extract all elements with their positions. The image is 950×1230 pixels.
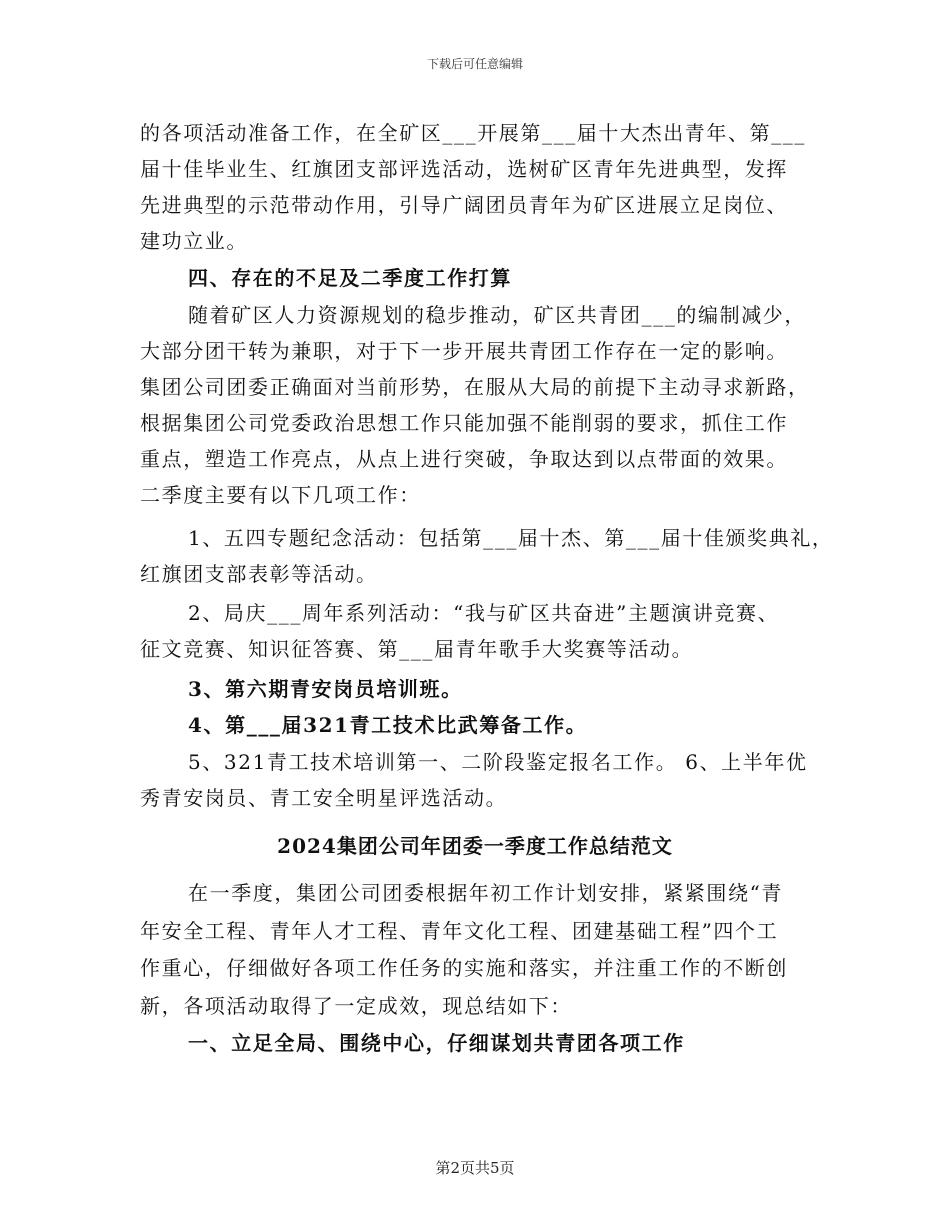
paragraph-line: 届十佳毕业生、红旗团支部评选活动，选树矿区青年先进典型，发挥 xyxy=(140,157,788,181)
paragraph-line: 集团公司团委正确面对当前形势，在服从大局的前提下主动寻求新路， xyxy=(140,375,810,399)
paragraph-line: 建功立业。 xyxy=(140,229,248,253)
paragraph-line: 随着矿区人力资源规划的稳步推动，矿区共青团___的编制减少， xyxy=(188,303,806,327)
page-header: 下载后可任意编辑 xyxy=(426,57,523,71)
list-item: 1、五四专题纪念活动：包括第___届十杰、第___届十佳颁奖典礼， xyxy=(188,526,834,550)
paragraph-line: 年安全工程、青年人才工程、青年文化工程、团建基础工程”四个工 xyxy=(140,919,779,943)
section-heading: 一、立足全局、围绕中心，仔细谋划共青团各项工作 xyxy=(188,1031,685,1055)
section-heading: 四、存在的不足及二季度工作打算 xyxy=(188,266,512,290)
paragraph-line: 的各项活动准备工作，在全矿区___开展第___届十大杰出青年、第___ xyxy=(140,121,806,145)
page-footer: 第2页共5页 xyxy=(435,1159,515,1177)
list-item: 5、321青工技术培训第一、二阶段鉴定报名工作。 6、上半年优 xyxy=(188,750,808,774)
list-item-continuation: 红旗团支部表彰等活动。 xyxy=(140,562,378,586)
paragraph-line: 根据集团公司党委政治思想工作只能加强不能削弱的要求，抓住工作 xyxy=(140,411,788,435)
list-item-bold: 3、第六期青安岗员培训班。 xyxy=(188,677,463,701)
list-item-bold: 4、第___届321青工技术比武筹备工作。 xyxy=(188,713,588,737)
document-title: 2024集团公司年团委一季度工作总结范文 xyxy=(277,834,673,858)
paragraph-line: 在一季度，集团公司团委根据年初工作计划安排，紧紧围绕“青 xyxy=(188,881,784,905)
paragraph-line: 二季度主要有以下几项工作： xyxy=(140,483,421,507)
list-item-continuation: 秀青安岗员、青工安全明星评选活动。 xyxy=(140,786,508,810)
list-item-continuation: 征文竞赛、知识征答赛、第___届青年歌手大奖赛等活动。 xyxy=(140,637,694,661)
paragraph-line: 新，各项活动取得了一定成效，现总结如下： xyxy=(140,994,572,1018)
list-item: 2、局庆___周年系列活动：“我与矿区共奋进”主题演讲竞赛、 xyxy=(188,601,780,625)
paragraph-line: 作重心，仔细做好各项工作任务的实施和落实，并注重工作的不断创 xyxy=(140,956,788,980)
paragraph-line: 重点，塑造工作亮点，从点上进行突破，争取达到以点带面的效果。 xyxy=(140,447,788,471)
paragraph-line: 大部分团干转为兼职，对于下一步开展共青团工作存在一定的影响。 xyxy=(140,339,788,363)
paragraph-line: 先进典型的示范带动作用，引导广阔团员青年为矿区进展立足岗位、 xyxy=(140,193,788,217)
